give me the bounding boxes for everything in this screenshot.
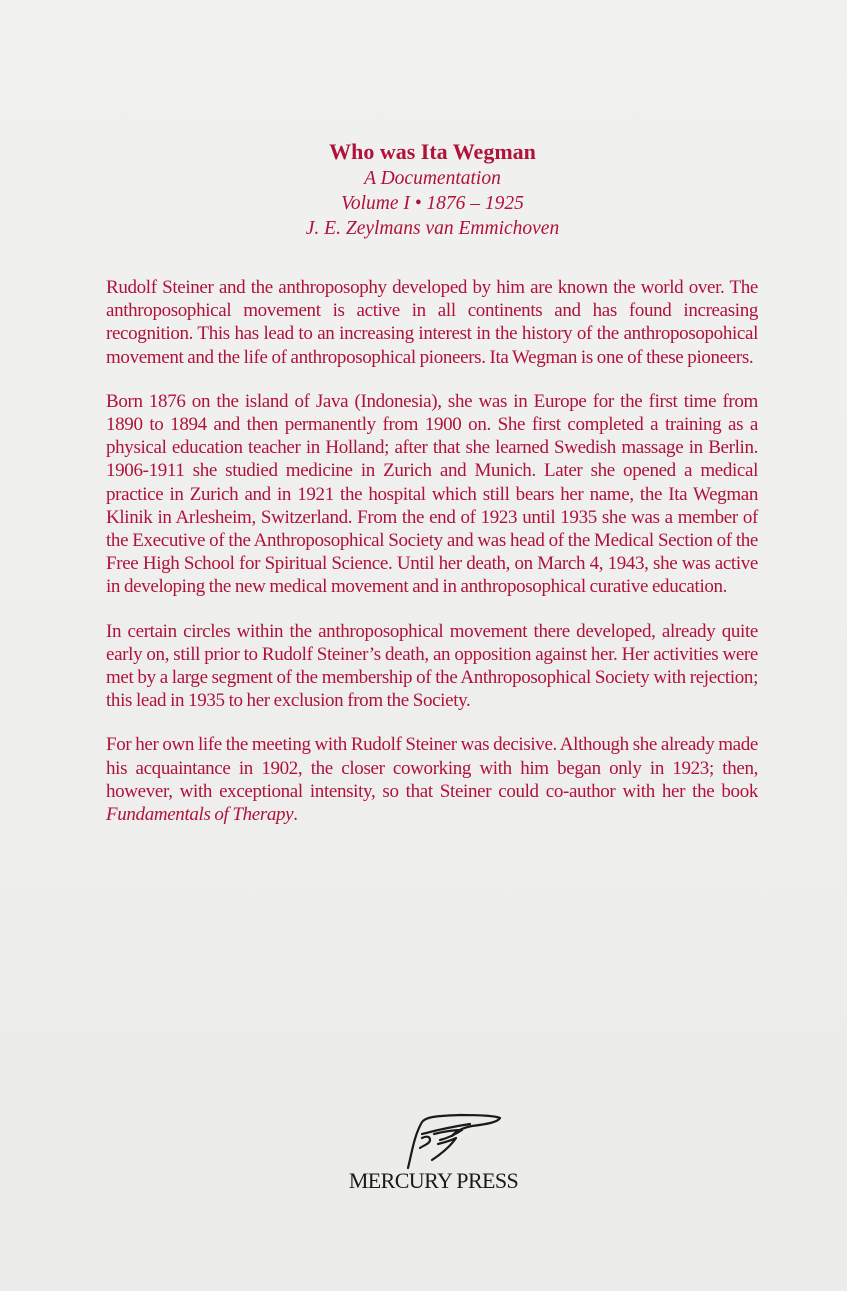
book-subtitle: A Documentation — [364, 168, 501, 189]
blurb-paragraph: In certain circles within the anthroposophical movement there developed, already quite early on, still prior to Rudolf Steiner’s death, an opposition against her. Her activities were met by a large segment of the membership of the Anthroposophical Society with rejection; this lead in 1935 to her exclusion from the Society. — [106, 620, 758, 712]
publisher-name: MERCURY PRESS — [348, 1168, 519, 1193]
blurb-paragraph — [106, 733, 758, 826]
paragraph-end: . — [293, 804, 298, 826]
cover-header — [0, 138, 847, 241]
book-title: Who was Ita Wegman — [329, 139, 536, 164]
book-reference: Fundamentals of Therapy — [106, 804, 294, 826]
blurb-paragraph: Born 1876 on the island of Java (Indonesia), she was in Europe for the first time from 1890 to 1894 and then permanently from 1900 on. She first completed a training as a physical education teacher in Holland; after that she learned Swedish massage in Berlin. 1906-1911 she studied medicine in Zurich and Munich. Later she opened a medical practice in Zurich and in 1921 the hospital which still bears her name, the Ita Wegman Klinik in Arlesheim, Switzerland. From the end of 1923 until 1935 she was a member of the Executive of the Anthroposophical Society and was head of the Medical Section of the Free High School for Spiritual Science. Until her death, on March 4, 1943, she was active in developing the new medical movement and in anthroposophical curative education. — [106, 390, 758, 598]
author-name: J. E. Zeylmans van Emmichoven — [305, 218, 560, 239]
paragraph-text: For her own life the meeting with Rudolf Steiner was decisive. Although she already made his acquaintance in 1902, the closer coworking with him began only in 1923; then, however, with exceptional intensity, so that Steiner could co-author with her the book — [106, 734, 758, 802]
volume-info: Volume I • 1876 – 1925 — [341, 193, 524, 214]
winged-hand-icon — [400, 1112, 510, 1170]
blurb-paragraph: Rudolf Steiner and the anthroposophy developed by him are known the world over. The anthroposophical movement is active in all continents and has found increasing recognition. This has lead to an increasing interest in the history of the anthroposopohical movement and the life of anthroposophical pioneers. Ita Wegman is one of these pioneers. — [106, 277, 758, 368]
blurb-text — [106, 276, 758, 847]
